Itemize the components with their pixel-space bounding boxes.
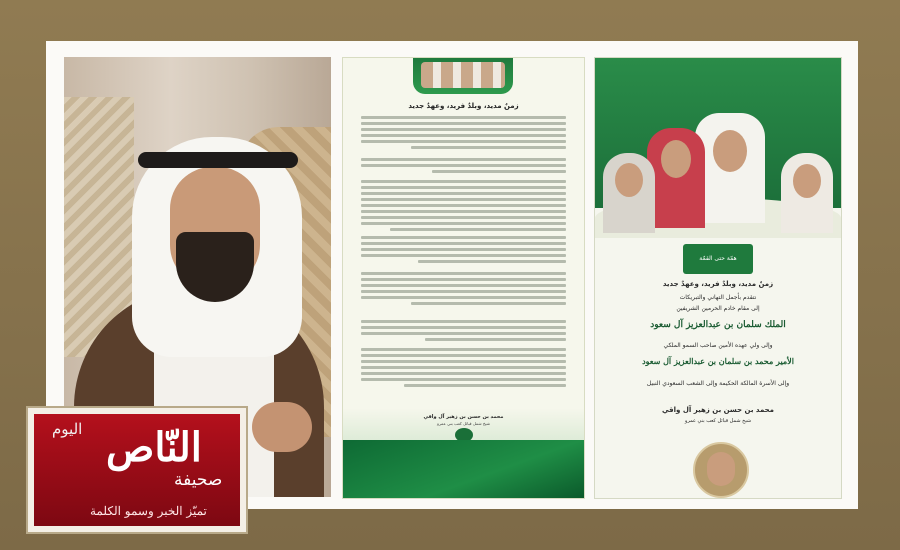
logo-name: النّاص	[106, 424, 202, 471]
poster-line-3: وإلى ولي عهده الأمين صاحب السمو الملكي	[663, 342, 773, 349]
letter-text-line	[425, 338, 566, 341]
signature-portrait-face	[707, 452, 735, 486]
logo-tagline: تميّز الخبر وسمو الكلمة	[90, 504, 207, 518]
letter-text-line	[361, 242, 566, 245]
poster-prince-name: الأمير محمد بن سلمان بن عبدالعزيز آل سعود	[642, 356, 794, 366]
letter-text-line	[361, 186, 566, 189]
letter-text-line	[361, 210, 566, 213]
congratulation-poster	[594, 57, 842, 499]
logo-today: اليوم	[52, 420, 83, 438]
poster-line-1: نتقدم بأجمل التهاني والتبريكات	[679, 294, 757, 301]
alnas-logo-badge	[26, 406, 248, 534]
poster-signature-title: شيخ شمل قبائل كعب بني عمرو	[684, 418, 752, 424]
poster-king-name: الملك سلمان بن عبدالعزيز آل سعود	[650, 320, 786, 330]
letter-text-line	[361, 296, 566, 299]
letter-text-line	[361, 332, 566, 335]
letter-text-line	[411, 302, 566, 305]
letter-signature-title: شيخ شمل قبائل كعب بني عمرو	[437, 421, 490, 426]
letter-text-line	[361, 254, 566, 257]
letter-text-line	[361, 122, 566, 125]
hand	[252, 402, 312, 452]
letter-text-line	[361, 372, 566, 375]
letter-text-line	[361, 354, 566, 357]
vision-logo: همّة حتى القمّة	[683, 244, 753, 274]
letter-text-line	[361, 198, 566, 201]
letter-text-line	[361, 204, 566, 207]
letter-text-line	[361, 320, 566, 323]
portrait-king-face	[713, 130, 747, 172]
saudi-flag-banner	[343, 440, 584, 498]
letter-text-line	[361, 140, 566, 143]
poster-signature: محمد بن حسن بن زهير آل واقي	[661, 406, 775, 414]
letter-text-line	[361, 248, 566, 251]
letter-text-line	[361, 378, 566, 381]
letter-text-line	[361, 360, 566, 363]
letter-text-line	[432, 170, 566, 173]
logo-red-panel	[34, 414, 240, 526]
letter-text-line	[361, 366, 566, 369]
poster-line-2: إلى مقام خادم الحرمين الشريفين	[676, 305, 760, 312]
letter-text-line	[361, 222, 566, 225]
portrait-crown-prince-face	[661, 140, 691, 178]
letter-text-line	[361, 216, 566, 219]
letter-text-line	[361, 158, 566, 161]
logo-paper: صحيفة	[174, 470, 223, 490]
letter-title: زمنٌ مديد، وبلدٌ فريد، وعهدٌ جديد	[408, 102, 519, 110]
letter-text-line	[361, 128, 566, 131]
letter-text-line	[361, 192, 566, 195]
letter-text-line	[361, 290, 566, 293]
letter-text-line	[361, 116, 566, 119]
agal-headband	[138, 152, 298, 168]
letter-text-line	[361, 348, 566, 351]
letter-text-line	[404, 384, 566, 387]
letter-signature: محمد بن حسن بن زهير آل واقي	[423, 414, 504, 420]
letter-text-line	[418, 260, 566, 263]
portrait-left-face	[615, 163, 643, 197]
signature-portrait	[693, 442, 749, 498]
letter-text-line	[361, 326, 566, 329]
letter-text-line	[361, 236, 566, 239]
letter-text-line	[361, 272, 566, 275]
congratulation-letter	[342, 57, 585, 499]
letter-text-line	[361, 180, 566, 183]
letter-text-line	[411, 146, 566, 149]
letter-text-line	[361, 134, 566, 137]
letter-header-portraits	[421, 62, 505, 88]
poster-title: زمنٌ مديد، وبلدٌ فريد، وعهدٌ جديد	[662, 280, 774, 288]
letter-text-line	[361, 284, 566, 287]
letter-text-line	[361, 278, 566, 281]
poster-line-4: وإلى الأسرة المالكة الحكيمة وإلى الشعب السعودي النبيل	[646, 380, 790, 387]
letter-text-line	[361, 164, 566, 167]
portrait-right-face	[793, 164, 821, 198]
letter-text-line	[390, 228, 566, 231]
